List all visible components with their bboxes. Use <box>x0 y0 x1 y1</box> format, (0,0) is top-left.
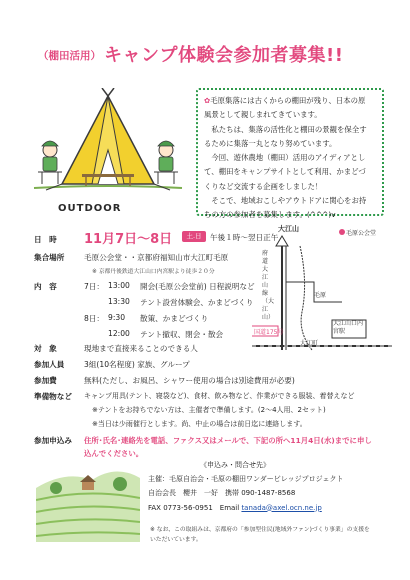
map-label-road: 府道大江山線（大江山） <box>262 250 275 321</box>
fee-text: 無料(ただし、お風呂、シャワー使用の場合は別途費用が必要) <box>84 376 295 385</box>
fee-label: 参加費 <box>34 376 57 385</box>
intro-line: 今回、遊休農地（棚田）活用のアイディアとし <box>204 153 366 163</box>
footnote: ※ なお、この取組みは、京都府の「参加型住民(地域外ファン)づくり事業」の支援をいただいています。 <box>150 527 370 543</box>
weekday-badge: 土.日 <box>182 231 206 242</box>
meeting-place: 毛原公会堂・・京都府福知山市大江町毛原 <box>84 253 229 262</box>
schedule-time: 13:30 <box>108 297 130 306</box>
intro-box <box>196 88 384 220</box>
schedule-day: 7日： <box>84 282 105 291</box>
content-label: 内 容 <box>34 282 57 291</box>
schedule-time: 9:30 <box>108 313 126 322</box>
meeting-label: 集合場所 <box>34 253 65 262</box>
intro-line: ちの方の参加者を募集します。(^^^)v <box>204 210 336 220</box>
apply-text: 住所･氏名･連絡先を電話、ファクス又はメールで、下記の所へ11月4日(水)までに申し込んでください。 <box>84 436 372 458</box>
meeting-note: ※ 京都丹後鉄道大江山口内宮駅より徒歩２０分 <box>92 269 215 275</box>
intro-line: 私たちは、集落の活性化と棚田の景観を保全す <box>204 124 367 134</box>
map-label-kouminkan: 毛原公会堂 <box>346 230 377 237</box>
schedule-item: 散策、かまどづくり <box>140 314 209 323</box>
people-label: 参加人員 <box>34 360 65 369</box>
event-time: 午後１時～翌日正午 <box>210 233 279 242</box>
contact-leader: 自治会長 櫻井 一好 携帯 090-1487-8568 <box>148 489 296 498</box>
intro-line: 風景として親しまれてきています。 <box>204 110 322 120</box>
map-label-route: 国道175号 <box>254 329 284 336</box>
contact-organizer: 主催：毛原自治会・毛原の棚田ワンダービレッジプロジェクト <box>148 475 344 484</box>
intro-line: ✿毛原集落には古くからの棚田が残り、日本の原 <box>204 96 366 105</box>
rice-field-illustration-icon <box>36 458 140 542</box>
prep-line: キャンプ用具(テント、寝袋など)、食材、飲み物など、作業ができる服装、着替えなど <box>84 392 355 400</box>
contact-header: 《申込み・問合せ先》 <box>200 461 270 469</box>
intro-line: るために集落一丸となり努めています。 <box>204 138 337 148</box>
flower-icon: ✿ <box>204 96 211 105</box>
map-label-station: 大江山口内宮駅 <box>333 320 364 335</box>
prep-label: 準備物など <box>34 392 72 401</box>
intro-line: て、棚田をキャンプサイトとして利用、かまどづ <box>204 167 366 177</box>
schedule-time: 13:00 <box>108 281 130 290</box>
target-label: 対 象 <box>34 344 57 353</box>
apply-label: 参加申込み <box>34 436 72 445</box>
contact-fax: FAX 0773-56-0951 Email <box>148 503 240 512</box>
contact-email-link[interactable]: tanada@axel.ocn.ne.jp <box>241 503 322 512</box>
schedule-time: 12:00 <box>108 329 130 338</box>
schedule-item: 開会(毛原公会堂前) 日程説明など <box>140 282 255 291</box>
title-main: キャンプ体験会参加者募集!! <box>104 45 344 66</box>
prep-line: ※当日は少雨催行とします。尚、中止の場合は前日迄に連絡します。 <box>92 420 307 428</box>
schedule-item: テント設営体験会、かまどづくり <box>140 298 254 307</box>
event-date: 11月7日～8日 <box>84 232 173 247</box>
contact-box <box>148 458 344 515</box>
outdoor-label: OUTDOOR <box>58 203 122 214</box>
map-label-oe: 大江町 <box>300 340 319 347</box>
target-text: 現地まで直接来ることのできる人 <box>84 344 198 353</box>
schedule-day: 8日： <box>84 314 105 323</box>
title-prefix: （棚田活用） <box>38 50 101 62</box>
tent-illustration-icon <box>28 88 188 200</box>
map-label-kebara: 毛原 <box>314 292 327 299</box>
schedule-item: テント撤収、閉会・散会 <box>140 330 224 339</box>
flyer-title <box>38 36 374 76</box>
people-text: 3組(10名程度) 家族、グループ <box>84 360 190 369</box>
map-label-oeyama: 大江山 <box>278 225 299 233</box>
intro-line: くりなど交流する企画をしました！ <box>204 181 323 191</box>
intro-line: そこで、地域おこしやアウトドアに関心をお持 <box>204 196 367 206</box>
date-label: 日 時 <box>34 235 57 244</box>
prep-line: ※テントをお持ちでない方は、主催者で準備します。(2～4人用、2セット) <box>92 406 326 414</box>
